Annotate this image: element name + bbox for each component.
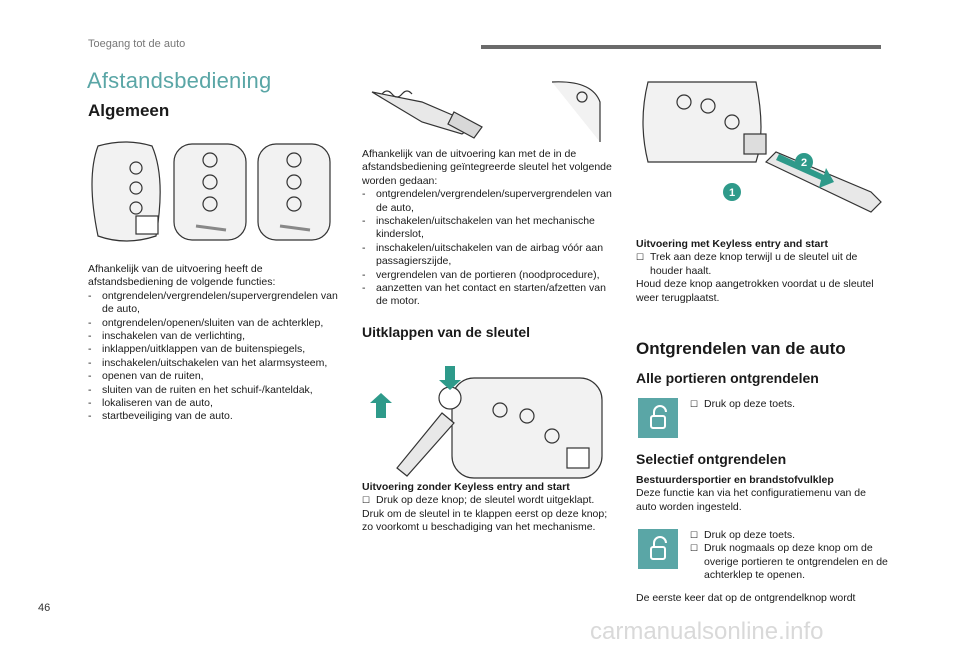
page-title: Afstandsbediening: [87, 68, 272, 93]
callout-2: 2: [800, 157, 808, 169]
keyless-text: [636, 238, 886, 305]
list-item: - inschakelen van de verlichting,: [88, 330, 340, 343]
keyless-steps: [636, 251, 886, 278]
unlock-icon: [638, 529, 678, 569]
keyless-illustration: [636, 72, 886, 232]
list-item: ☐ Druk nogmaals op deze knop om de overige portieren te ontgrendelen en de achterklep te openen.: [690, 542, 890, 582]
running-header: Toegang tot de auto: [88, 38, 186, 50]
list-item: - vergrendelen van de portieren (noodprocedure),: [362, 269, 612, 282]
list-item: - sluiten van de ruiten en het schuif-/kanteldak,: [88, 384, 340, 397]
key-fold-illustration: [362, 358, 612, 483]
list-item: ☐ Trek aan deze knop terwijl u de sleutel uit de houder haalt.: [636, 251, 886, 278]
sleutel-intro: Afhankelijk van de uitvoering kan met de in de afstandsbediening geïntegreerde sleutel het volgende worden gedaan:: [362, 148, 612, 187]
list-item: - ontgrendelen/vergrendelen/supervergrendelen van de auto,: [362, 188, 612, 215]
list-item: - inschakelen/uitschakelen van het alarmsysteem,: [88, 357, 340, 370]
list-item: - ontgrendelen/openen/sluiten van de achterklep,: [88, 317, 340, 330]
uitklappen-text: [362, 481, 612, 535]
footer-text: De eerste keer dat op de ontgrendelknop wordt: [636, 592, 856, 604]
remote-keys-illustration: [86, 138, 338, 248]
heading-algemeen: Algemeen: [88, 101, 170, 120]
keyless-note: Houd deze knop aangetrokken voordat u de sleutel weer terugplaatst.: [636, 278, 874, 304]
selectief-steps: [690, 529, 890, 583]
list-item: ☐ Druk op deze toets.: [690, 398, 890, 411]
header-bar: [481, 45, 881, 49]
uitklappen-steps: [362, 494, 612, 507]
heading-ontgrendelen: Ontgrendelen van de auto: [636, 339, 846, 358]
uitklappen-sub: Uitvoering zonder Keyless entry and start: [362, 481, 570, 493]
heading-selectief: Selectief ontgrendelen: [636, 451, 787, 467]
selectief-text: [636, 474, 886, 514]
algemeen-list: [88, 290, 340, 424]
watermark: carmanualsonline.info: [590, 618, 824, 645]
heading-uitklappen: Uitklappen van de sleutel: [362, 324, 531, 340]
uitklappen-note: Druk om de sleutel in te klappen eerst op deze knop; zo voorkomt u beschadiging van het mechanisme.: [362, 507, 608, 534]
keyless-sub: Uitvoering met Keyless entry and start: [636, 238, 828, 250]
list-item: - inschakelen/uitschakelen van de airbag vóór aan passagierszijde,: [362, 242, 612, 269]
list-item: - openen van de ruiten,: [88, 370, 340, 383]
algemeen-intro: Afhankelijk van de uitvoering heeft de afstandsbediening de volgende functies:: [88, 263, 276, 289]
unlock-icon: [638, 398, 678, 438]
list-item: - inklappen/uitklappen van de buitenspiegels,: [88, 343, 340, 356]
sleutel-list: [362, 188, 612, 309]
heading-alle-portieren: Alle portieren ontgrendelen: [636, 370, 819, 386]
sleutel-text: [362, 148, 612, 309]
algemeen-text: [88, 263, 340, 424]
list-item: - inschakelen/uitschakelen van het mechanische kinderslot,: [362, 215, 612, 242]
list-item: - lokaliseren van de auto,: [88, 397, 340, 410]
list-item: - ontgrendelen/vergrendelen/supervergrendelen van de auto,: [88, 290, 340, 317]
page-number: 46: [38, 602, 51, 614]
key-blade-illustration: [362, 72, 602, 142]
selectief-desc: Deze functie kan via het configuratiemenu van de auto worden ingesteld.: [636, 487, 866, 513]
callout-1: 1: [728, 187, 736, 199]
list-item: - startbeveiliging van de auto.: [88, 410, 340, 423]
list-item: ☐ Druk op deze toets.: [690, 529, 890, 542]
selectief-sub: Bestuurdersportier en brandstofvulklep: [636, 474, 834, 486]
alle-steps: [690, 398, 890, 411]
list-item: ☐ Druk op deze knop; de sleutel wordt uitgeklapt.: [362, 494, 612, 507]
list-item: - aanzetten van het contact en starten/afzetten van de motor.: [362, 282, 612, 309]
